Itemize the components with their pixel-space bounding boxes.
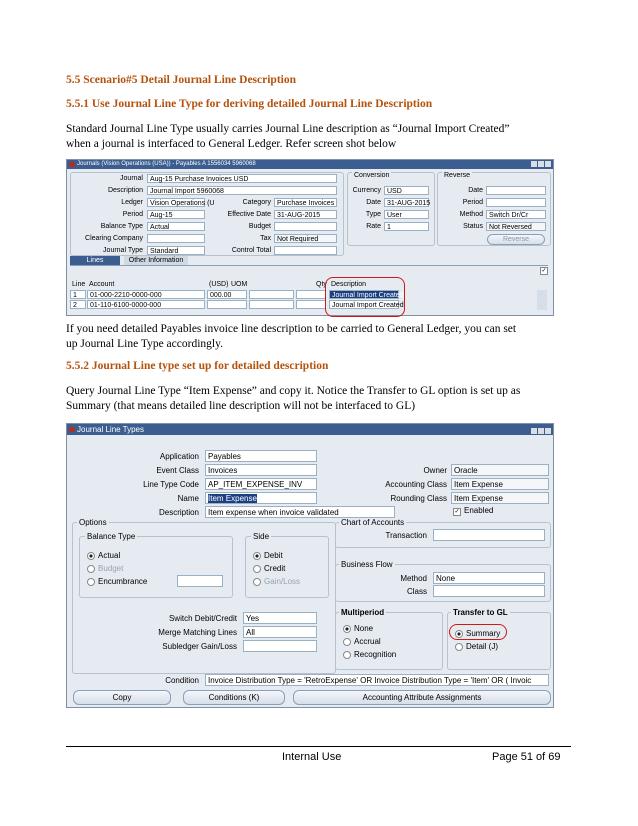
effective-date-field[interactable]: 31-AUG-2015 — [274, 210, 337, 219]
reverse-date-label: Date — [468, 187, 483, 194]
enabled-checkbox[interactable] — [453, 506, 493, 516]
reverse-period-label: Period — [462, 199, 483, 206]
footer-divider — [66, 746, 571, 747]
actual-label: Actual — [98, 551, 121, 560]
tab-lines[interactable]: Lines — [70, 256, 120, 265]
minimize-icon[interactable] — [531, 428, 537, 434]
transaction-field[interactable] — [433, 529, 545, 541]
multiperiod-recognition-radio[interactable] — [343, 650, 396, 659]
balance-type-field[interactable]: Actual — [147, 222, 205, 231]
tax-label: Tax — [260, 235, 271, 242]
oracle-icon — [69, 162, 75, 167]
method-label: Method — [400, 574, 427, 583]
accounting-class-label: Accounting Class — [385, 480, 447, 489]
encumbrance-type-field[interactable] — [177, 575, 223, 587]
qty-cell[interactable] — [296, 290, 326, 299]
credit-radio[interactable] — [253, 564, 285, 573]
window-title-bar — [67, 424, 553, 435]
description-label: Description — [158, 508, 199, 517]
condition-field[interactable]: Invoice Distribution Type = 'RetroExpense' OR Invoice Distribution Type = 'Item' OR ( Invoic — [205, 674, 549, 686]
owner-field[interactable]: Oracle — [451, 464, 549, 476]
period-label: Period — [122, 211, 143, 218]
subsection-heading: 5.5.2 Journal Line type set up for detailed description — [66, 360, 329, 372]
detail-label: Detail (J) — [466, 642, 499, 651]
minimize-icon[interactable] — [531, 161, 537, 167]
qty-cell[interactable] — [296, 300, 326, 309]
window-controls[interactable] — [530, 161, 551, 171]
reverse-button[interactable]: Reverse — [487, 234, 545, 245]
debit-label: Debit — [264, 551, 283, 560]
category-label: Category — [242, 199, 271, 206]
window-title: Journals (Vision Operations (USA)) - Payables A 1556034 5960068 — [77, 161, 256, 167]
paragraph-line: Standard Journal Line Type usually carries Journal Line description as “Journal Import Created” — [66, 123, 510, 135]
debit-radio[interactable] — [253, 551, 283, 560]
maximize-icon[interactable] — [538, 161, 544, 167]
control-total-label: Control Total — [231, 247, 271, 254]
transaction-label: Transaction — [385, 531, 427, 540]
status-label: Status — [463, 223, 483, 230]
paragraph — [66, 122, 571, 152]
event-class-label: Event Class — [156, 466, 199, 475]
journals-screenshot — [66, 159, 554, 316]
checkbox-icon[interactable]: ✓ — [541, 268, 547, 274]
budget-label: Budget — [248, 223, 271, 230]
line-type-code-label: Line Type Code — [143, 480, 199, 489]
page-number: Page 51 of 69 — [492, 751, 561, 763]
event-class-field[interactable]: Invoices — [205, 464, 317, 476]
description-label: Description — [107, 187, 143, 194]
merge-matching-lines-label: Merge Matching Lines — [158, 628, 237, 637]
status-field[interactable]: Not Reversed — [486, 222, 546, 231]
column-header-description: Description — [331, 281, 367, 288]
paragraph-line: up Journal Line Type accordingly. — [66, 338, 223, 350]
uom-cell[interactable] — [249, 290, 294, 299]
summary-label: Summary — [466, 629, 501, 638]
detail-radio[interactable] — [455, 642, 498, 651]
paragraph-line: Query Journal Line Type “Item Expense” and copy it. Notice the Transfer to GL option is set up as — [66, 385, 521, 397]
maximize-icon[interactable] — [538, 428, 544, 434]
category-field[interactable]: Purchase Invoices — [274, 198, 337, 207]
conversion-group — [347, 172, 435, 246]
window-controls[interactable] — [530, 426, 551, 437]
copy-button[interactable]: Copy — [73, 690, 171, 705]
window-title: Journal Line Types — [77, 425, 145, 434]
paragraph-line: when a journal is interfaced to General Ledger. Refer screen shot below — [66, 138, 397, 150]
class-label: Class — [406, 587, 427, 596]
clearing-company-field[interactable] — [147, 234, 205, 243]
encumbrance-radio[interactable] — [87, 577, 147, 586]
window-title-bar — [67, 160, 553, 169]
paragraph — [66, 384, 571, 414]
close-icon[interactable] — [545, 161, 551, 167]
condition-label: Condition — [165, 676, 199, 685]
amount-cell[interactable]: 000.00 — [207, 290, 247, 299]
close-icon[interactable] — [545, 428, 551, 434]
switch-debit-credit-select[interactable]: Yes — [243, 612, 317, 624]
amount-cell[interactable] — [207, 300, 247, 309]
line-type-code-field[interactable]: AP_ITEM_EXPENSE_INV — [205, 478, 317, 490]
ledger-label: Ledger — [121, 199, 143, 206]
multiperiod-none-label: None — [354, 624, 374, 633]
owner-label: Owner — [423, 466, 447, 475]
ledger-field[interactable]: Vision Operations (U — [147, 198, 205, 207]
line-number-cell[interactable]: 1 — [70, 290, 86, 299]
multiperiod-accrual-label: Accrual — [354, 637, 381, 646]
enabled-label: Enabled — [464, 506, 494, 515]
highlight-ellipse — [325, 277, 405, 317]
actual-radio[interactable] — [87, 551, 120, 560]
paragraph-line: Summary (that means detailed line description will not be interfaced to GL) — [66, 400, 416, 412]
method-label: Method — [459, 211, 483, 218]
paragraph-line: If you need detailed Payables invoice line description to be carried to General Ledger, you can set — [66, 323, 517, 335]
rate-label: Rate — [366, 223, 381, 230]
subledger-gain-loss-label: Subledger Gain/Loss — [162, 642, 237, 651]
control-total-field[interactable] — [274, 246, 337, 255]
business-flow-title: Business Flow — [341, 560, 393, 569]
conversion-date-label: Date — [366, 199, 381, 206]
column-header-usd: (USD) — [209, 281, 229, 288]
rate-field[interactable]: 1 — [384, 222, 429, 231]
column-header-uom: UOM — [231, 281, 248, 288]
line-number-cell[interactable]: 2 — [70, 300, 86, 309]
description-cell[interactable]: Journal Import Created — [329, 300, 399, 309]
rounding-class-field[interactable]: Item Expense — [451, 492, 549, 504]
name-field[interactable] — [205, 492, 317, 504]
method-select[interactable]: None — [433, 572, 545, 584]
reverse-period-field[interactable] — [486, 198, 546, 207]
conversion-title: Conversion — [354, 172, 390, 179]
clearing-company-label: Clearing Company — [85, 235, 143, 242]
journal-field[interactable]: Aug-15 Purchase Invoices USD — [147, 174, 337, 183]
rounding-class-label: Rounding Class — [390, 494, 447, 503]
conversion-date-field[interactable]: 31-AUG-2015 — [384, 198, 429, 207]
options-title: Options — [79, 518, 107, 527]
class-field[interactable] — [433, 585, 545, 597]
journal-line-types-screenshot — [66, 423, 554, 708]
oracle-icon — [69, 427, 75, 432]
period-field[interactable]: Aug-15 — [147, 210, 205, 219]
highlight-ellipse — [449, 624, 507, 640]
transfer-to-gl-group — [447, 612, 551, 670]
switch-debit-credit-label: Switch Debit/Credit — [168, 614, 237, 623]
column-header-account: Account — [89, 281, 115, 288]
credit-label: Credit — [264, 564, 286, 573]
journal-type-select[interactable]: Standard — [147, 246, 205, 255]
description-cell[interactable]: Journal Import Created — [329, 290, 399, 299]
paragraph — [66, 322, 571, 352]
description-field[interactable]: Item expense when invoice validated — [205, 506, 395, 518]
multiperiod-accrual-radio[interactable] — [343, 637, 381, 646]
name-value: Item Expense — [208, 494, 257, 503]
balance-type-label: Balance Type — [100, 223, 143, 230]
subledger-gain-loss-select[interactable] — [243, 640, 317, 652]
side-title: Side — [253, 532, 270, 541]
journal-label: Journal — [120, 175, 143, 182]
conditions-button[interactable]: Conditions (K) — [183, 690, 285, 705]
name-label: Name — [177, 494, 199, 503]
tab-bar — [70, 256, 548, 266]
checkmark-icon: ✓ — [454, 509, 460, 515]
conversion-type-label: Type — [365, 211, 381, 218]
encumbrance-label: Encumbrance — [98, 577, 148, 586]
effective-date-label: Effective Date — [227, 211, 271, 218]
accounting-class-field[interactable]: Item Expense — [451, 478, 549, 490]
footer-classification: Internal Use — [282, 751, 342, 763]
currency-field[interactable]: USD — [384, 186, 429, 195]
balance-type-title: Balance Type — [87, 532, 136, 541]
chart-of-accounts-title: Chart of Accounts — [341, 518, 405, 527]
accounting-attribute-assignments-button[interactable]: Accounting Attribute Assignments — [293, 690, 551, 705]
uom-cell[interactable] — [249, 300, 294, 309]
method-select[interactable]: Switch Dr/Cr — [486, 210, 546, 219]
merge-matching-lines-field[interactable]: All — [243, 626, 317, 638]
tab-other-information[interactable]: Other Information — [124, 256, 188, 265]
scrollbar[interactable] — [537, 290, 547, 310]
transfer-to-gl-title: Transfer to GL — [453, 608, 508, 617]
multiperiod-recognition-label: Recognition — [354, 650, 397, 659]
budget-label: Budget — [98, 564, 124, 573]
gain-loss-radio[interactable] — [253, 577, 300, 586]
conversion-type-field[interactable]: User — [384, 210, 429, 219]
column-header-line: Line — [72, 281, 86, 288]
tax-field[interactable]: Not Required — [274, 234, 337, 243]
reverse-title: Reverse — [444, 172, 471, 179]
budget-radio[interactable] — [87, 564, 123, 573]
account-cell[interactable]: 01-110-6100-0000-000 — [87, 300, 205, 309]
account-cell[interactable]: 01-000-2210-0000-000 — [87, 290, 205, 299]
subsection-heading: 5.5.1 Use Journal Line Type for deriving detailed Journal Line Description — [66, 98, 433, 110]
application-label: Application — [159, 452, 199, 461]
budget-field[interactable] — [274, 222, 337, 231]
reverse-date-field[interactable] — [486, 186, 546, 195]
multiperiod-title: Multiperiod — [341, 608, 385, 617]
section-heading: 5.5 Scenario#5 Detail Journal Line Description — [66, 74, 296, 86]
column-header-qty: Qty — [316, 281, 327, 288]
currency-label: Currency — [352, 187, 381, 194]
gain-loss-label: Gain/Loss — [264, 577, 301, 586]
multiperiod-none-radio[interactable] — [343, 624, 373, 633]
description-field[interactable]: Journal Import 5960068 — [147, 186, 337, 195]
journal-type-label: Journal Type — [103, 247, 143, 254]
application-field[interactable]: Payables — [205, 450, 317, 462]
